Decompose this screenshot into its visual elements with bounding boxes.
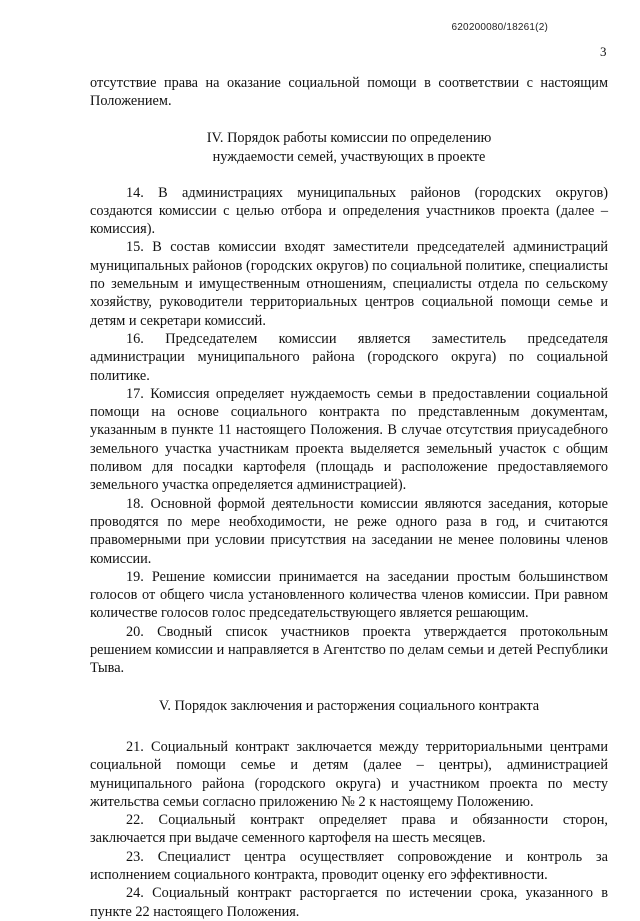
paragraph-19: 19. Решение комиссии принимается на заседании простым большинством голосов от общего числа установленного количества членов комиссии. При равном количестве голосов голос председательствующего является решающим. xyxy=(90,568,608,622)
paragraph-15: 15. В состав комиссии входят заместители председателей администраций муниципальных районов (городских округов) по социальной политике, специалисты по земельным и имущественным отношениям, специалисты отдела по сельскому хозяйству, руководители территориальных центров социальной помощи семье и детям и секретари комиссий. xyxy=(90,239,608,329)
paragraph-16: 16. Председателем комиссии является заместитель председателя администрации муниципального района (городского округа) по социальной политике. xyxy=(90,330,608,384)
page-number: 3 xyxy=(600,44,607,59)
paragraph-18: 18. Основной формой деятельности комиссии являются заседания, которые проводятся по мере необходимости, не реже одного раза в год, и считаются правомерными при условии присутствия на заседании не менее половины членов комиссии. xyxy=(90,495,608,567)
paragraph-23: 23. Специалист центра осуществляет сопровождение и контроль за исполнением социального контракта, проводит оценку его эффективности. xyxy=(90,848,608,883)
paragraph-17: 17. Комиссия определяет нуждаемость семьи в предоставлении социальной помощи на основе социального контракта по представленным документам, указанным в пункте 11 настоящего Положения. В случае отсутствия приусадебного земельного участка участникам проекта выделяется земельный участок с общим поливом для посадки картофеля (площадь и расположение предоставляемого земельного участка определяется администрацией). xyxy=(90,385,608,494)
document-id: 620200080/18261(2) xyxy=(451,22,548,33)
paragraph-21: 21. Социальный контракт заключается между территориальными центрами социальной помощи семье и детям (далее – центры), администрацией муниципального района (городского округа) и участником проекта по месту жительства семьи согласно приложению № 2 к настоящему Положению. xyxy=(90,738,608,810)
paragraph-14: 14. В администрациях муниципальных районов (городских округов) создаются комиссии с целью отбора и определения участников проекта (далее – комиссия). xyxy=(90,184,608,238)
section-5-heading: V. Порядок заключения и расторжения социального контракта xyxy=(158,697,540,714)
paragraph-24: 24. Социальный контракт расторгается по истечении срока, указанного в пункте 22 настоящего Положения. xyxy=(90,885,608,920)
section-4-heading xyxy=(90,129,608,167)
section-4-heading-line-2: нуждаемости семей, участвующих в проекте xyxy=(212,148,486,165)
paragraph-20: 20. Сводный список участников проекта утверждается протокольным решением комиссии и направляется в Агентство по делам семьи и детей Республики Тыва. xyxy=(90,623,608,677)
document-body xyxy=(90,74,608,921)
paragraph-22: 22. Социальный контракт определяет права и обязанности сторон, заключается при выдаче семенного картофеля на шесть месяцев. xyxy=(90,812,608,847)
section-4-heading-line-1: IV. Порядок работы комиссии по определению xyxy=(206,129,492,146)
continuation-paragraph: отсутствие права на оказание социальной помощи в соответствии с настоящим Положением. xyxy=(90,75,608,110)
